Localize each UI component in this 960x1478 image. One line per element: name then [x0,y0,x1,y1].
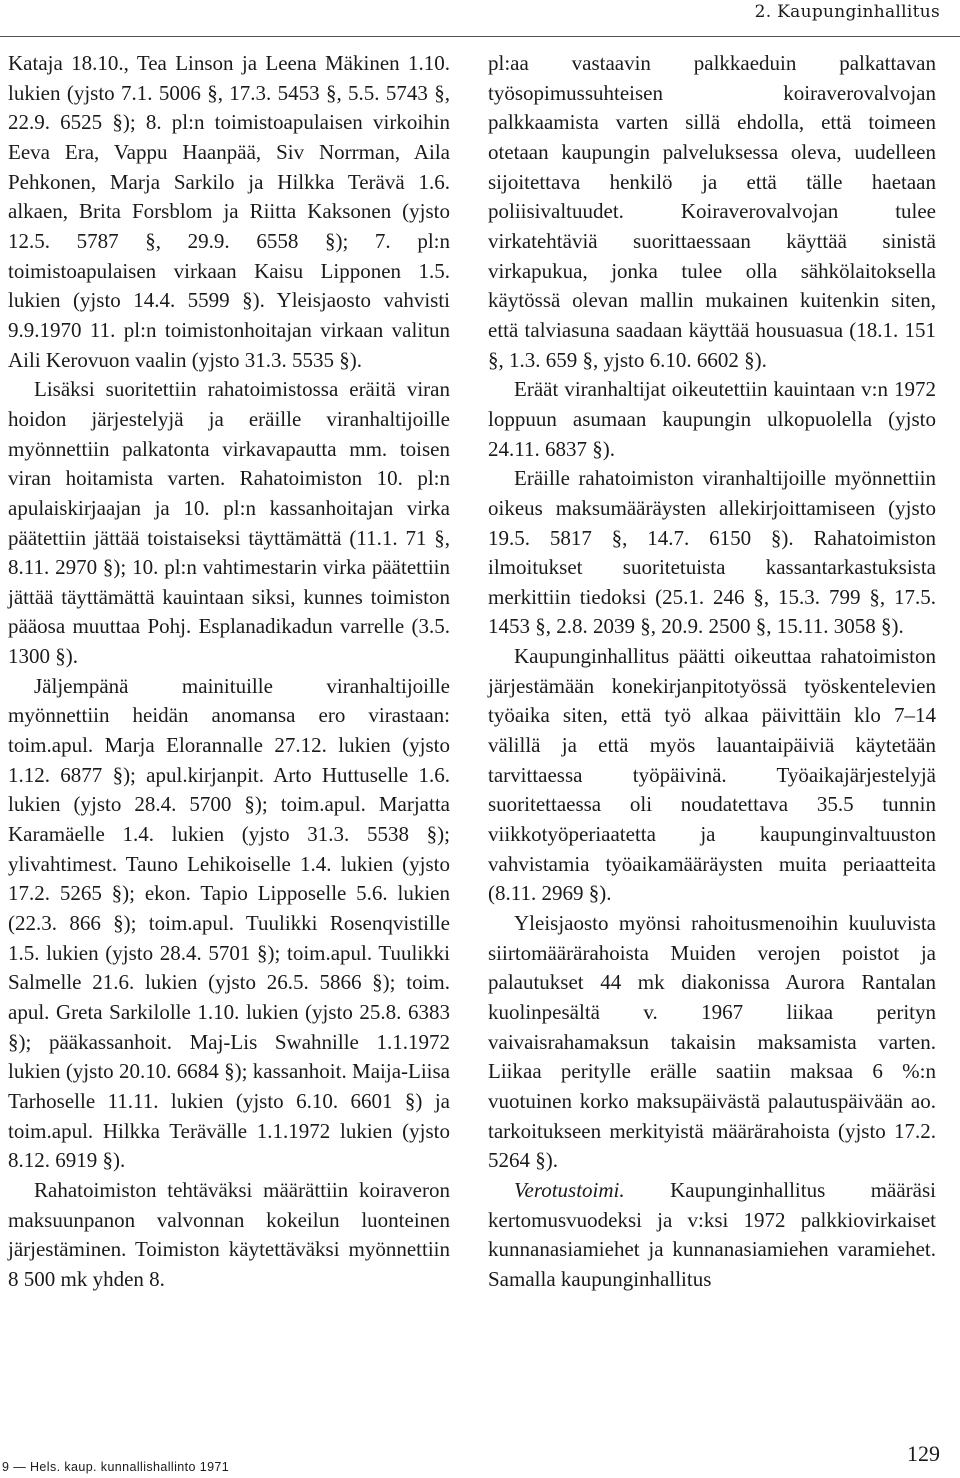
header-rule [0,36,960,37]
right-paragraph-6-text: Kaupunginhallitus määräsi kertomusvuodeksi ja v:ksi 1972 palkkiovirkaiset kunnanasiamiehet ja kunnanasiamiehen varamiehet. Samalla kaupunginhallitus [488,1177,936,1291]
left-paragraph-4: Rahatoimiston tehtäväksi määrättiin koiraveron maksuunpanon valvonnan kokeilun luonteinen järjestäminen. Toimiston käytettäväksi myönnettiin 8 500 mk yhden 8. [8,1177,450,1291]
left-paragraph-3: Jäljempänä mainituille viranhaltijoille myönnettiin heidän anomansa ero virastaan: toim.apul. Marja Elorannalle 27.12. lukien (yjsto 1.12. 6877 §); apul.kirjanpit. Arto Huttuselle 1.6. lukien (yjsto 28.4. 5700 §); toim.apul. Marjatta Karamäelle 1.4. lukien (yjsto 31.3. 5538 §); ylivahtimest. Tauno Lehikoiselle 1.4. lukien (yjsto 17.2. 5265 §); ekon. Tapio Lipposelle 5.6. lukien (22.3. 866 §); toim.apul. Tuulikki Rosenqvistille 1.5. lukien (yjsto 28.4. 5701 §); toim.apul. Tuulikki Salmelle 21.6. lukien (yjsto 26.5. 5866 §); toim. apul. Greta Sarkilolle 1.10. lukien (yjsto 25.8. 6383 §); pääkassanhoit. Maj-Lis Swahnille 1.1.1972 lukien (yjsto 20.10. 6684 §); kassanhoit. Maija-Liisa Tarhoselle 11.11. lukien (yjsto 6.10. 6601 §) ja toim.apul. Hilkka Terävälle 1.1.1972 lukien (yjsto 8.12. 6919 §). [8,673,450,1173]
right-paragraph-5: Yleisjaosto myönsi rahoitusmenoihin kuuluvista siirtomäärärahoista Muiden verojen poistot ja palautukset 44 mk diakonissa Aurora Rantalan kuolinpesältä v. 1967 liikaa perityn vaivaisrahamaksun takaisin maksamista varten. Liikaa peritylle erälle saatiin maksaa 6 %:n vuotuinen korko maksupäivästä palautuspäivään ao. tarkoitukseen merkityistä määrärahoista (yjsto 17.2. 5264 §). [488,911,936,1173]
page-number: 129 [907,1441,940,1466]
right-paragraph-1: pl:aa vastaavin palkkaeduin palkattavan työsopimussuhteisen koiraverovalvojan palkkaamista varten sillä ehdolla, että toimeen otetaan kaupungin palveluksessa oleva, uudelleen sijoitettava henkilö ja että tälle haetaan poliisivaltuudet. Koiraverovalvojan tulee virkatehtäviä suorittaessaan käyttää sinistä virkapukua, jonka tulee olla sähkölaitoksella käytössä olevan mallin mukainen kuitenkin siten, että talviasuna saadaan käyttää housuasua (18.1. 151 §, 1.3. 659 §, yjsto 6.10. 6602 §). [488,51,936,372]
right-paragraph-3: Eräille rahatoimiston viranhaltijoille myönnettiin oikeus maksumääräysten allekirjoittamiseen (yjsto 19.5. 5817 §, 14.7. 6150 §). Rahatoimiston ilmoitukset suoritetuista kassantarkastuksista merkittiin tiedoksi (25.1. 246 §, 15.3. 799 §, 17.5. 1453 §, 2.8. 2039 §, 20.9. 2500 §, 15.11. 3058 §). [488,466,936,639]
right-paragraph-4: Kaupunginhallitus päätti oikeuttaa rahatoimiston järjestämään konekirjanpitotyössä työskentelevien työaika siten, että työ alkaa päivittäin klo 7–14 välillä ja että myös lauantaipäiviä käytetään tarvittaessa työpäivinä. Työaikajärjestelyjä suoritettaessa oli noudatettava 35.5 tunnin viikkotyöperiaatetta ja kaupunginvaltuuston vahvistamia työaikamääräysten muita periaatteita (8.11. 2969 §). [488,644,936,906]
section-heading-verotustoimi: Verotustoimi. [514,1177,625,1202]
left-column [8,49,450,1295]
running-title: 2. Kaupunginhallitus [754,2,940,22]
left-paragraph-1: Kataja 18.10., Tea Linson ja Leena Mäkinen 1.10. lukien (yjsto 7.1. 5006 §, 17.3. 5453 §, 5.5. 5743 §, 22.9. 6525 §); 8. pl:n toimistoapulaisen virkoihin Eeva Era, Vappu Haanpää, Siv Norrman, Aila Pehkonen, Marja Sarkilo ja Hilkka Terävä 1.6. alkaen, Brita Forsblom ja Riitta Kaksonen (yjsto 12.5. 5787 §, 29.9. 6558 §); 7. pl:n toimistoapulaisen virkaan Kaisu Lipponen 1.5. lukien (yjsto 14.4. 5599 §). Yleisjaosto vahvisti 9.9.1970 11. pl:n toimistonhoitajan virkaan valitun Aili Kerovuon vaalin (yjsto 31.3. 5535 §). [8,51,450,372]
right-column [488,49,936,1295]
right-paragraph-2: Eräät viranhaltijat oikeutettiin kauintaan v:n 1972 loppuun asumaan kaupungin ulkopuolella (yjsto 24.11. 6837 §). [488,377,936,461]
right-paragraph-6 [488,1176,936,1295]
footer-source: 9 — Hels. kaup. kunnallishallinto 1971 [2,1460,230,1474]
left-paragraph-2: Lisäksi suoritettiin rahatoimistossa eräitä viran hoidon järjestelyjä ja eräille viranhaltijoille myönnettiin palkatonta virkavapautta mm. toisen viran hoitamista varten. Rahatoimiston 10. pl:n apulaiskirjaajan ja 10. pl:n kassanhoitajan virka päätettiin jättää toistaiseksi täyttämättä (11.1. 71 §, 8.11. 2970 §); 10. pl:n vahtimestarin virka päätettiin jättää täyttämättä kauintaan siksi, kunnes toimiston pääosa muuttaa Pohj. Esplanadikadun varrelle (3.5. 1300 §). [8,377,450,669]
